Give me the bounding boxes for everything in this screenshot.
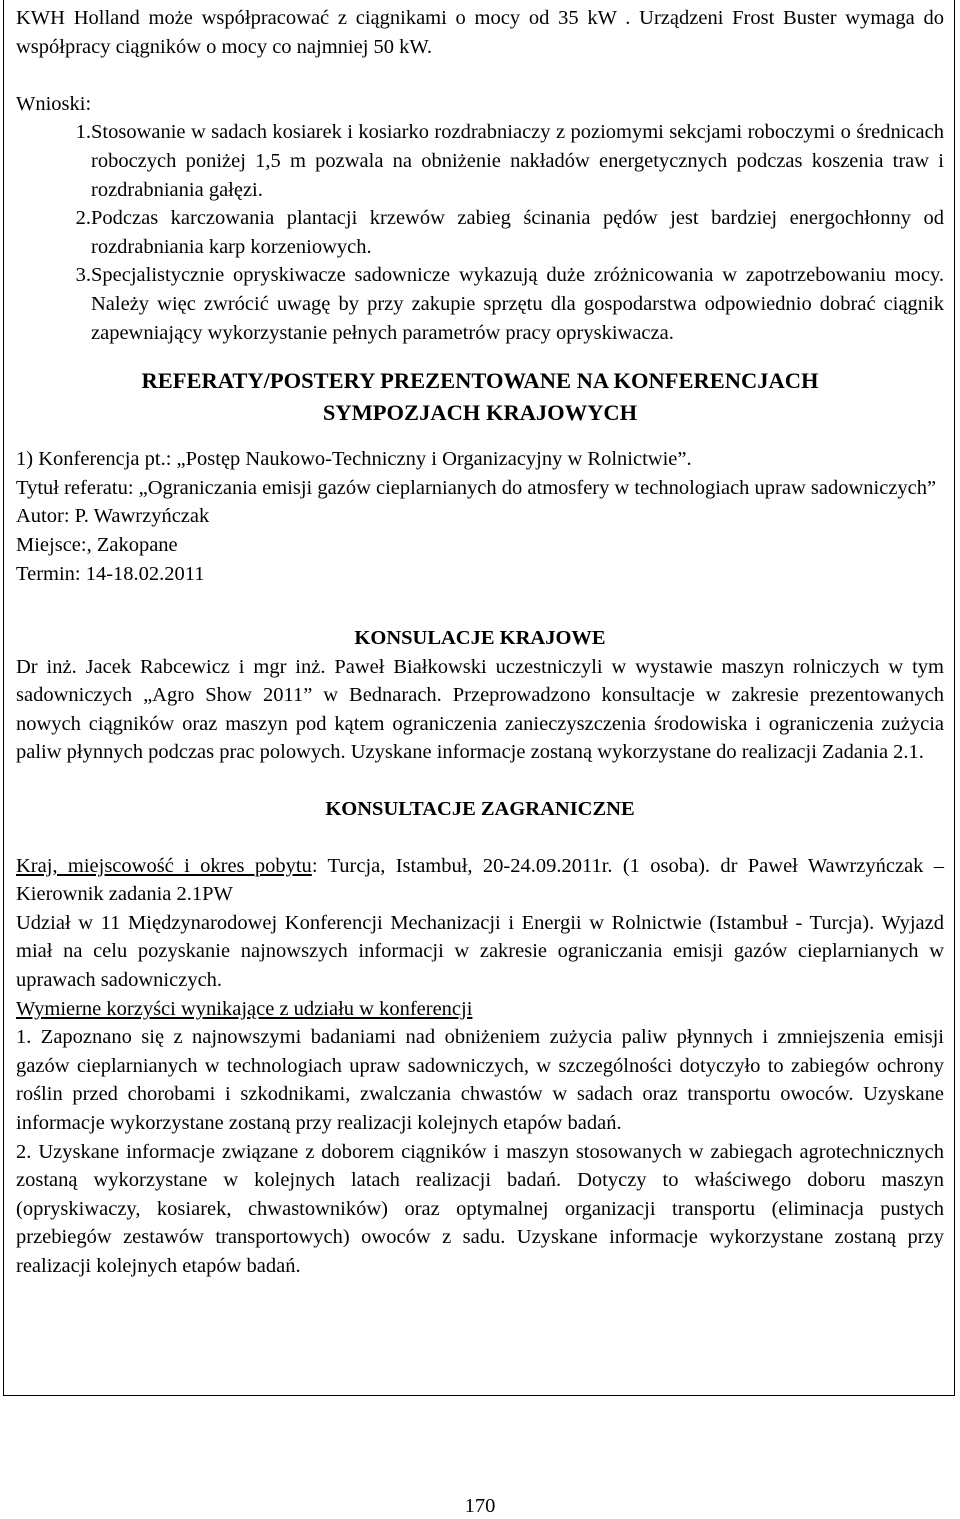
conclusion-number: 3. bbox=[75, 264, 91, 287]
conclusion-text: Podczas karczowania plantacji krzewów zabieg ścinania pędów jest bardziej energochłonny od rozdrabniania karp korzeniowych. bbox=[91, 207, 944, 258]
paper-place: Miejsce:, Zakopane bbox=[16, 533, 178, 556]
papers-heading-line-2: SYMPOZJACH KRAJOWYCH bbox=[322, 400, 638, 426]
document-body bbox=[16, 4, 944, 1281]
benefit-1: 1. Zapoznano się z najnowszymi badaniami nad obniżeniem zużycia paliw płynnych i zmniejszenia emisji gazów cieplarnianych w technologiach upraw sadowniczych, w szczególności dotyczyło to zabiegów ochrony roślin przed chorobami i szkodnikami, zwalczania chwastów w sadach oraz transportu owoców. Uzyskane informacje wykorzystane zostaną przy realizacji kolejnych etapów badań. bbox=[16, 1026, 944, 1134]
national-consultations-heading: KONSULACJE KRAJOWE bbox=[354, 627, 606, 650]
benefits-label-line bbox=[16, 995, 944, 1024]
participation-paragraph: Udział w 11 Międzynarodowej Konferencji Mechanizacji i Energii w Rolnictwie (Istambuł - Turcja). Wyjazd miał na celu pozyskanie najnowszych informacji w zakresie ograniczania emisji gazów cieplarnianych w uprawach sadowniczych. bbox=[16, 911, 944, 992]
benefit-2: 2. Uzyskane informacje związane z doborem ciągników i maszyn stosowanych w zabiegach agrotechnicznych zostaną wykorzystane w kolejnych latach realizacji badań. Dotyczy to właściwego doboru maszyn (opryskiwaczy, kosiarek, chwastowników) oraz optymalnej organizacji transportu (eliminacja pustych przebiegów zestawów transportowych) owoców z sadu. Uzyskane informacje wykorzystane zostaną przy realizacji kolejnych etapów badań. bbox=[16, 1140, 944, 1277]
conclusion-text: Stosowanie w sadach kosiarek i kosiarko rozdrabniaczy z poziomymi sekcjami roboczymi o średnicach roboczych poniżej 1,5 m pozwala na obniżenie nakładów energetycznych podczas koszenia traw i rozdrabniania gałęzi. bbox=[91, 121, 944, 201]
conclusion-number: 1. bbox=[75, 121, 91, 144]
paper-author: Autor: P. Wawrzyńczak bbox=[16, 505, 210, 528]
national-consultations-text: Dr inż. Jacek Rabcewicz i mgr inż. Paweł Białkowski uczestniczyli w wystawie maszyn rolniczych w tym sadowniczych „Agro Show 2011” w Bednarach. Przeprowadzono konsultacje w zakresie prezentowanych nowych ciągników oraz maszyn pod kątem ograniczenia zanieczyszczenia środowiska i ograniczenia zużycia paliw płynnych podczas prac polowych. Uzyskane informacje zostaną wykorzystane do realizacji Zadania 2.1. bbox=[16, 655, 944, 764]
papers-heading bbox=[16, 365, 944, 429]
trip-paragraph bbox=[16, 852, 944, 909]
trip-text: : Turcja, Istambuł, 20-24.09.2011r. (1 osoba). dr Paweł Wawrzyńczak – Kierownik zadania 2.1PW bbox=[16, 854, 944, 906]
paper-date: Termin: 14-18.02.2011 bbox=[16, 562, 205, 585]
foreign-consultations-heading: KONSULTACJE ZAGRANICZNE bbox=[325, 798, 635, 821]
conclusion-item-2 bbox=[16, 204, 944, 261]
conclusion-text: Specjalistycznie opryskiwacze sadownicze wykazują duże zróżnicowania w zapotrzebowaniu mocy. Należy więc zwrócić uwagę by przy zakupie sprzętu dla gospodarstwa odpowiednio dobrać ciągnik zapewniający wykorzystanie pełnych parametrów pracy opryskiwacza. bbox=[91, 264, 944, 344]
conclusion-number: 2. bbox=[75, 207, 91, 230]
benefits-label: Wymierne korzyści wynikające z udziału w konferencji bbox=[16, 997, 473, 1020]
conference-title: 1) Konferencja pt.: „Postęp Naukowo-Techniczny i Organizacyjny w Rolnictwie”. bbox=[16, 448, 692, 471]
conclusions-label: Wnioski: bbox=[16, 92, 92, 115]
conclusion-item-3 bbox=[16, 261, 944, 347]
intro-paragraph: KWH Holland może współpracować z ciągnikami o mocy od 35 kW . Urządzeni Frost Buster wymaga do współpracy ciągników o mocy co najmniej 50 kW. bbox=[16, 7, 944, 58]
trip-label: Kraj, miejscowość i okres pobytu bbox=[16, 854, 312, 877]
page-number: 170 bbox=[464, 1495, 496, 1517]
paper-title: Tytuł referatu: „Ograniczania emisji gazów cieplarnianych do atmosfery w technologiach upraw sadowniczych” bbox=[16, 476, 937, 499]
papers-heading-line-1: REFERATY/POSTERY PREZENTOWANE NA KONFERENCJACH bbox=[141, 368, 819, 394]
conclusion-item-1 bbox=[16, 118, 944, 204]
